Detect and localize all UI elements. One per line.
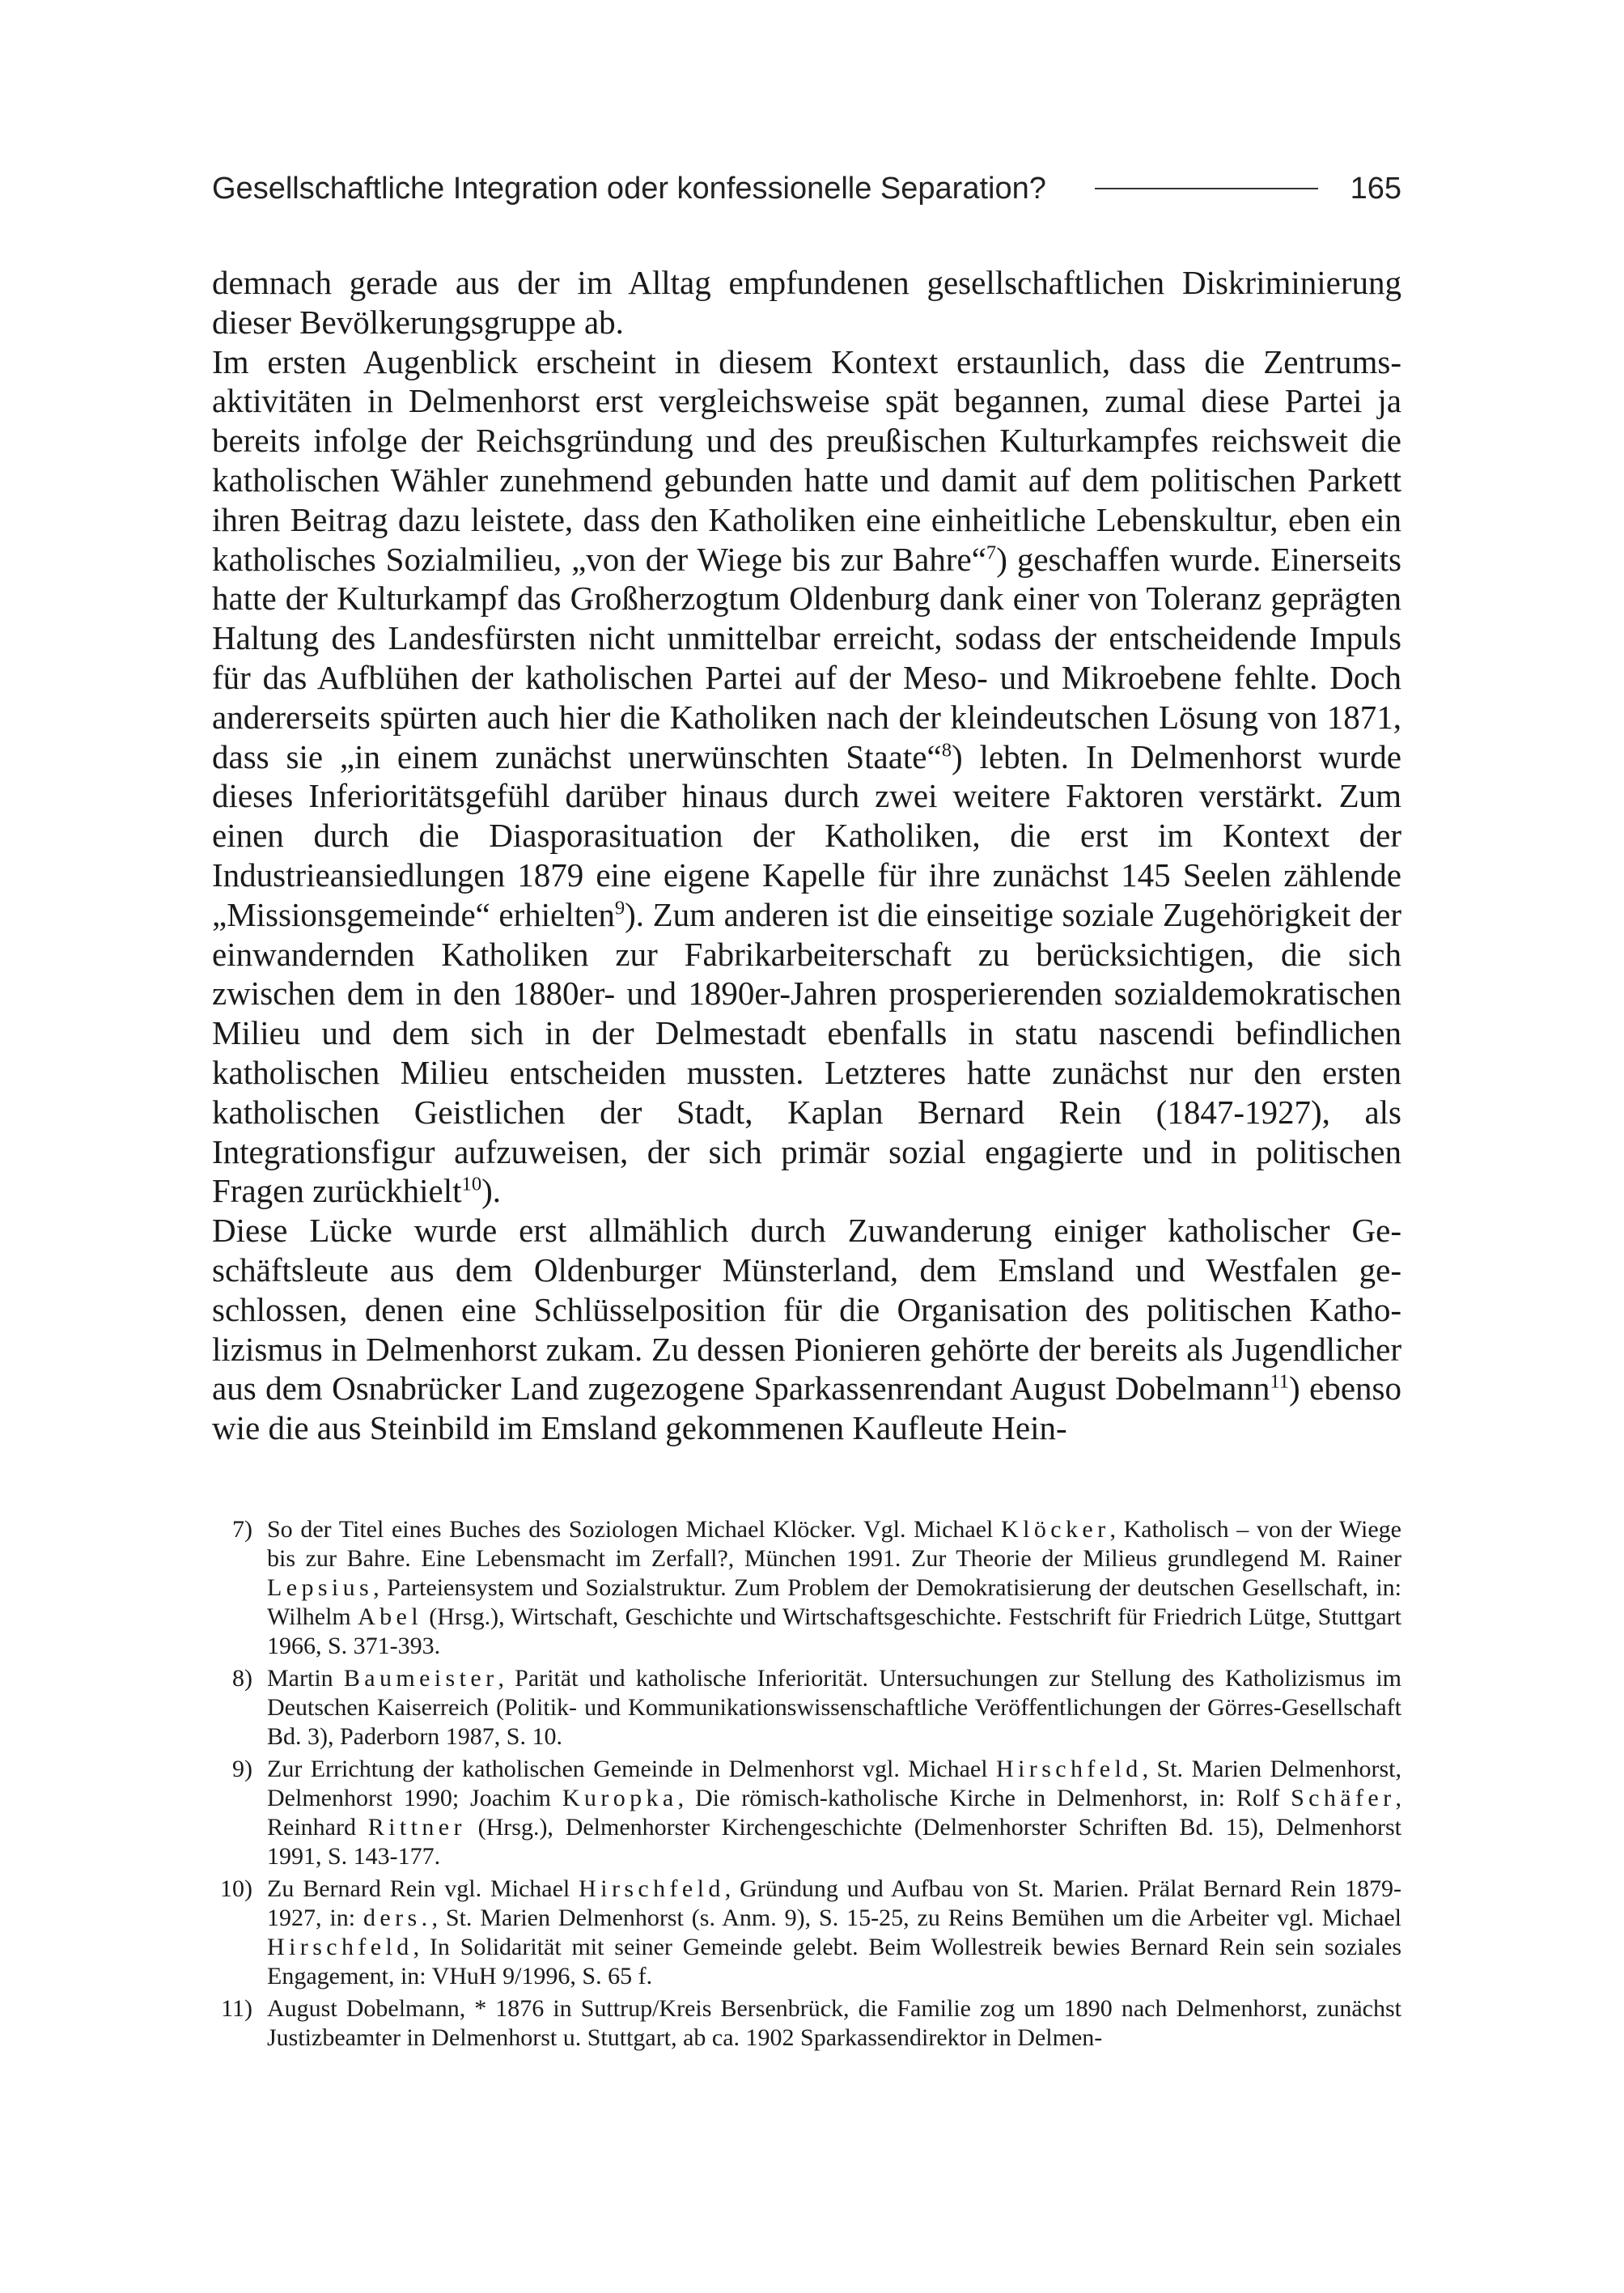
footnote-ref[interactable]: 9 [614,897,625,919]
running-header [212,166,1401,211]
footnote-number: 8) [232,1665,252,1692]
footnote-ref[interactable]: 10 [461,1173,482,1195]
footnote-text: So der Titel eines Buches des Soziologen Michael Klöcker. Vgl. Michael Klöcker, Katholisch – von der Wiege bis zur Bahre. Eine Lebensmacht im Zerfall?, München 1991. Zur Theorie der Milieus grundlegend M. Rainer Lepsius, Parteiensystem und Sozialstruktur. Zum Problem der Demokratisierung der deutschen Gesellschaft, in: Wilhelm Abel (Hrsg.), Wirtschaft, Geschichte und Wirtschaftsgeschichte. Festschrift für Friedrich Lütge, Stuttgart 1966, S. 371-393. [267,1516,1401,1659]
footnote-text: Martin Baumeister, Parität und katholische Inferiorität. Untersuchungen zur Stellung des Katholizismus im Deutschen Kaiserreich (Politik- und Kommunikationswissenschaftliche Veröffentlichungen der Görres-Gesellschaft Bd. 3), Paderborn 1987, S. 10. [267,1665,1401,1750]
footnote-number: 10) [220,1875,252,1902]
footnote [212,1755,1401,1871]
main-text [212,263,1401,1448]
footnote-number: 9) [232,1756,252,1782]
header-rule [1095,188,1318,189]
footnote-ref[interactable]: 11 [1270,1370,1290,1393]
running-header-title: Gesellschaftliche Integration oder konfessionelle Separation? [212,171,1046,206]
footnote-ref[interactable]: 8 [941,738,952,761]
footnote-text: Zu Bernard Rein vgl. Michael Hirschfeld, Gründung und Aufbau von St. Marien. Prälat Bernard Rein 1879-1927, in: ders., St. Marien Delmenhorst (s. Anm. 9), S. 15-25, zu Reins Bemühen um die Arbeiter vgl. Michael Hirschfeld, In Solidarität mit seiner Gemeinde gelebt. Beim Wollestreik bewies Bernard Rein sein soziales Engagement, in: VHuH 9/1996, S. 65 f. [267,1875,1401,1989]
page-number: 165 [1350,171,1401,206]
paragraph: Diese Lücke wurde erst allmählich durch Zuwanderung einiger katholischer Geschäftsleute aus dem Oldenburger Münsterland, dem Emsland und Westfalen geschlossen, denen eine Schlüsselposition für die Organisation des politischen Katholizismus in Delmenhorst zukam. Zu dessen Pionieren gehörte der bereits als Jugendlicher aus dem Osnabrücker Land zugezogene Sparkassenrendant August Dobelmann$^{11}$) ebenso wie die aus Steinbild im Emsland gekommenen Kaufleute Hein- [212,1212,1401,1447]
paragraph: Im ersten Augenblick erscheint in diesem Kontext erstaunlich, dass die Zentrumsaktivitäten in Delmenhorst erst vergleichsweise spät begannen, zumal diese Partei ja bereits infolge der Reichsgründung und des preußischen Kulturkampfes reichsweit die katholischen Wähler zunehmend gebunden hatte und damit auf dem politischen Parkett ihren Beitrag dazu leistete, dass den Katholiken eine einheitliche Lebenskultur, eben ein katholisches Sozialmilieu, „von der Wiege bis zur Bahre“$^7$) geschaffen wurde. Einerseits hatte der Kulturkampf das Großherzogtum Oldenburg dank einer von Toleranz geprägten Haltung des Landesfürsten nicht unmittelbar erreicht, sodass der entscheidende Impuls für das Aufblühen der katholischen Partei auf der Meso- und Mikroebene fehlte. Doch andererseits spürten auch hier die Katholiken nach der kleindeutschen Lösung von 1871, dass sie „in einem zunächst unerwünschten Staate“$^8$) lebten. In Delmenhorst wurde dieses Inferioritätsgefühl darüber hinaus durch zwei weitere Faktoren verstärkt. Zum einen durch die Diasporasituation der Katholiken, die erst im Kontext der Industrieansiedlungen 1879 eine eigene Kapelle für ihre zunächst 145 Seelen zählende „Missionsgemeinde“ erhielten$^9$). Zum anderen ist die einseitige soziale Zugehörigkeit der einwandernden Katholiken zur Fabrikarbeiterschaft zu berücksichtigen, die sich zwischen dem in den 1880er- und 1890er-Jahren prosperierenden sozialdemokratischen Milieu und dem sich in der Delmestadt ebenfalls in statu nascendi befindlichen katholischen Milieu entscheiden mussten. Letzteres hatte zunächst nur den ersten katholischen Geistlichen der Stadt, Kaplan Bernard Rein (1847-1927), als Integrationsfigur aufzuweisen, der sich primär sozial engagierte und in politischen Fragen zurückhielt$^{10}$). [212,342,1402,1210]
footnote [212,1664,1401,1752]
footnote [212,1994,1401,2053]
footnote [212,1875,1401,1991]
footnote-number: 7) [232,1516,252,1543]
footnote-text: August Dobelmann, * 1876 in Suttrup/Kreis Bersenbrück, die Familie zog um 1890 nach Delmenhorst, zunächst Justizbeamter in Delmenhorst u. Stuttgart, ab ca. 1902 Sparkassendirektor in Delmen- [267,1995,1401,2051]
paragraph: demnach gerade aus der im Alltag empfundenen gesellschaftlichen Diskriminierung dieser Bevölkerungsgruppe ab. [212,264,1401,341]
footnote-number: 11) [221,1995,252,2022]
footnote-text: Zur Errichtung der katholischen Gemeinde in Delmenhorst vgl. Michael Hirschfeld, St. Marien Delmenhorst, Delmenhorst 1990; Joachim Kuropka, Die römisch-katholische Kirche in Delmenhorst, in: Rolf Schäfer, Reinhard Rittner (Hrsg.), Delmenhorster Kirchengeschichte (Delmenhorster Schriften Bd. 15), Delmenhorst 1991, S. 143-177. [267,1756,1401,1870]
footnote [212,1515,1401,1661]
footnotes [212,1515,1401,2056]
footnote-ref[interactable]: 7 [986,541,997,563]
